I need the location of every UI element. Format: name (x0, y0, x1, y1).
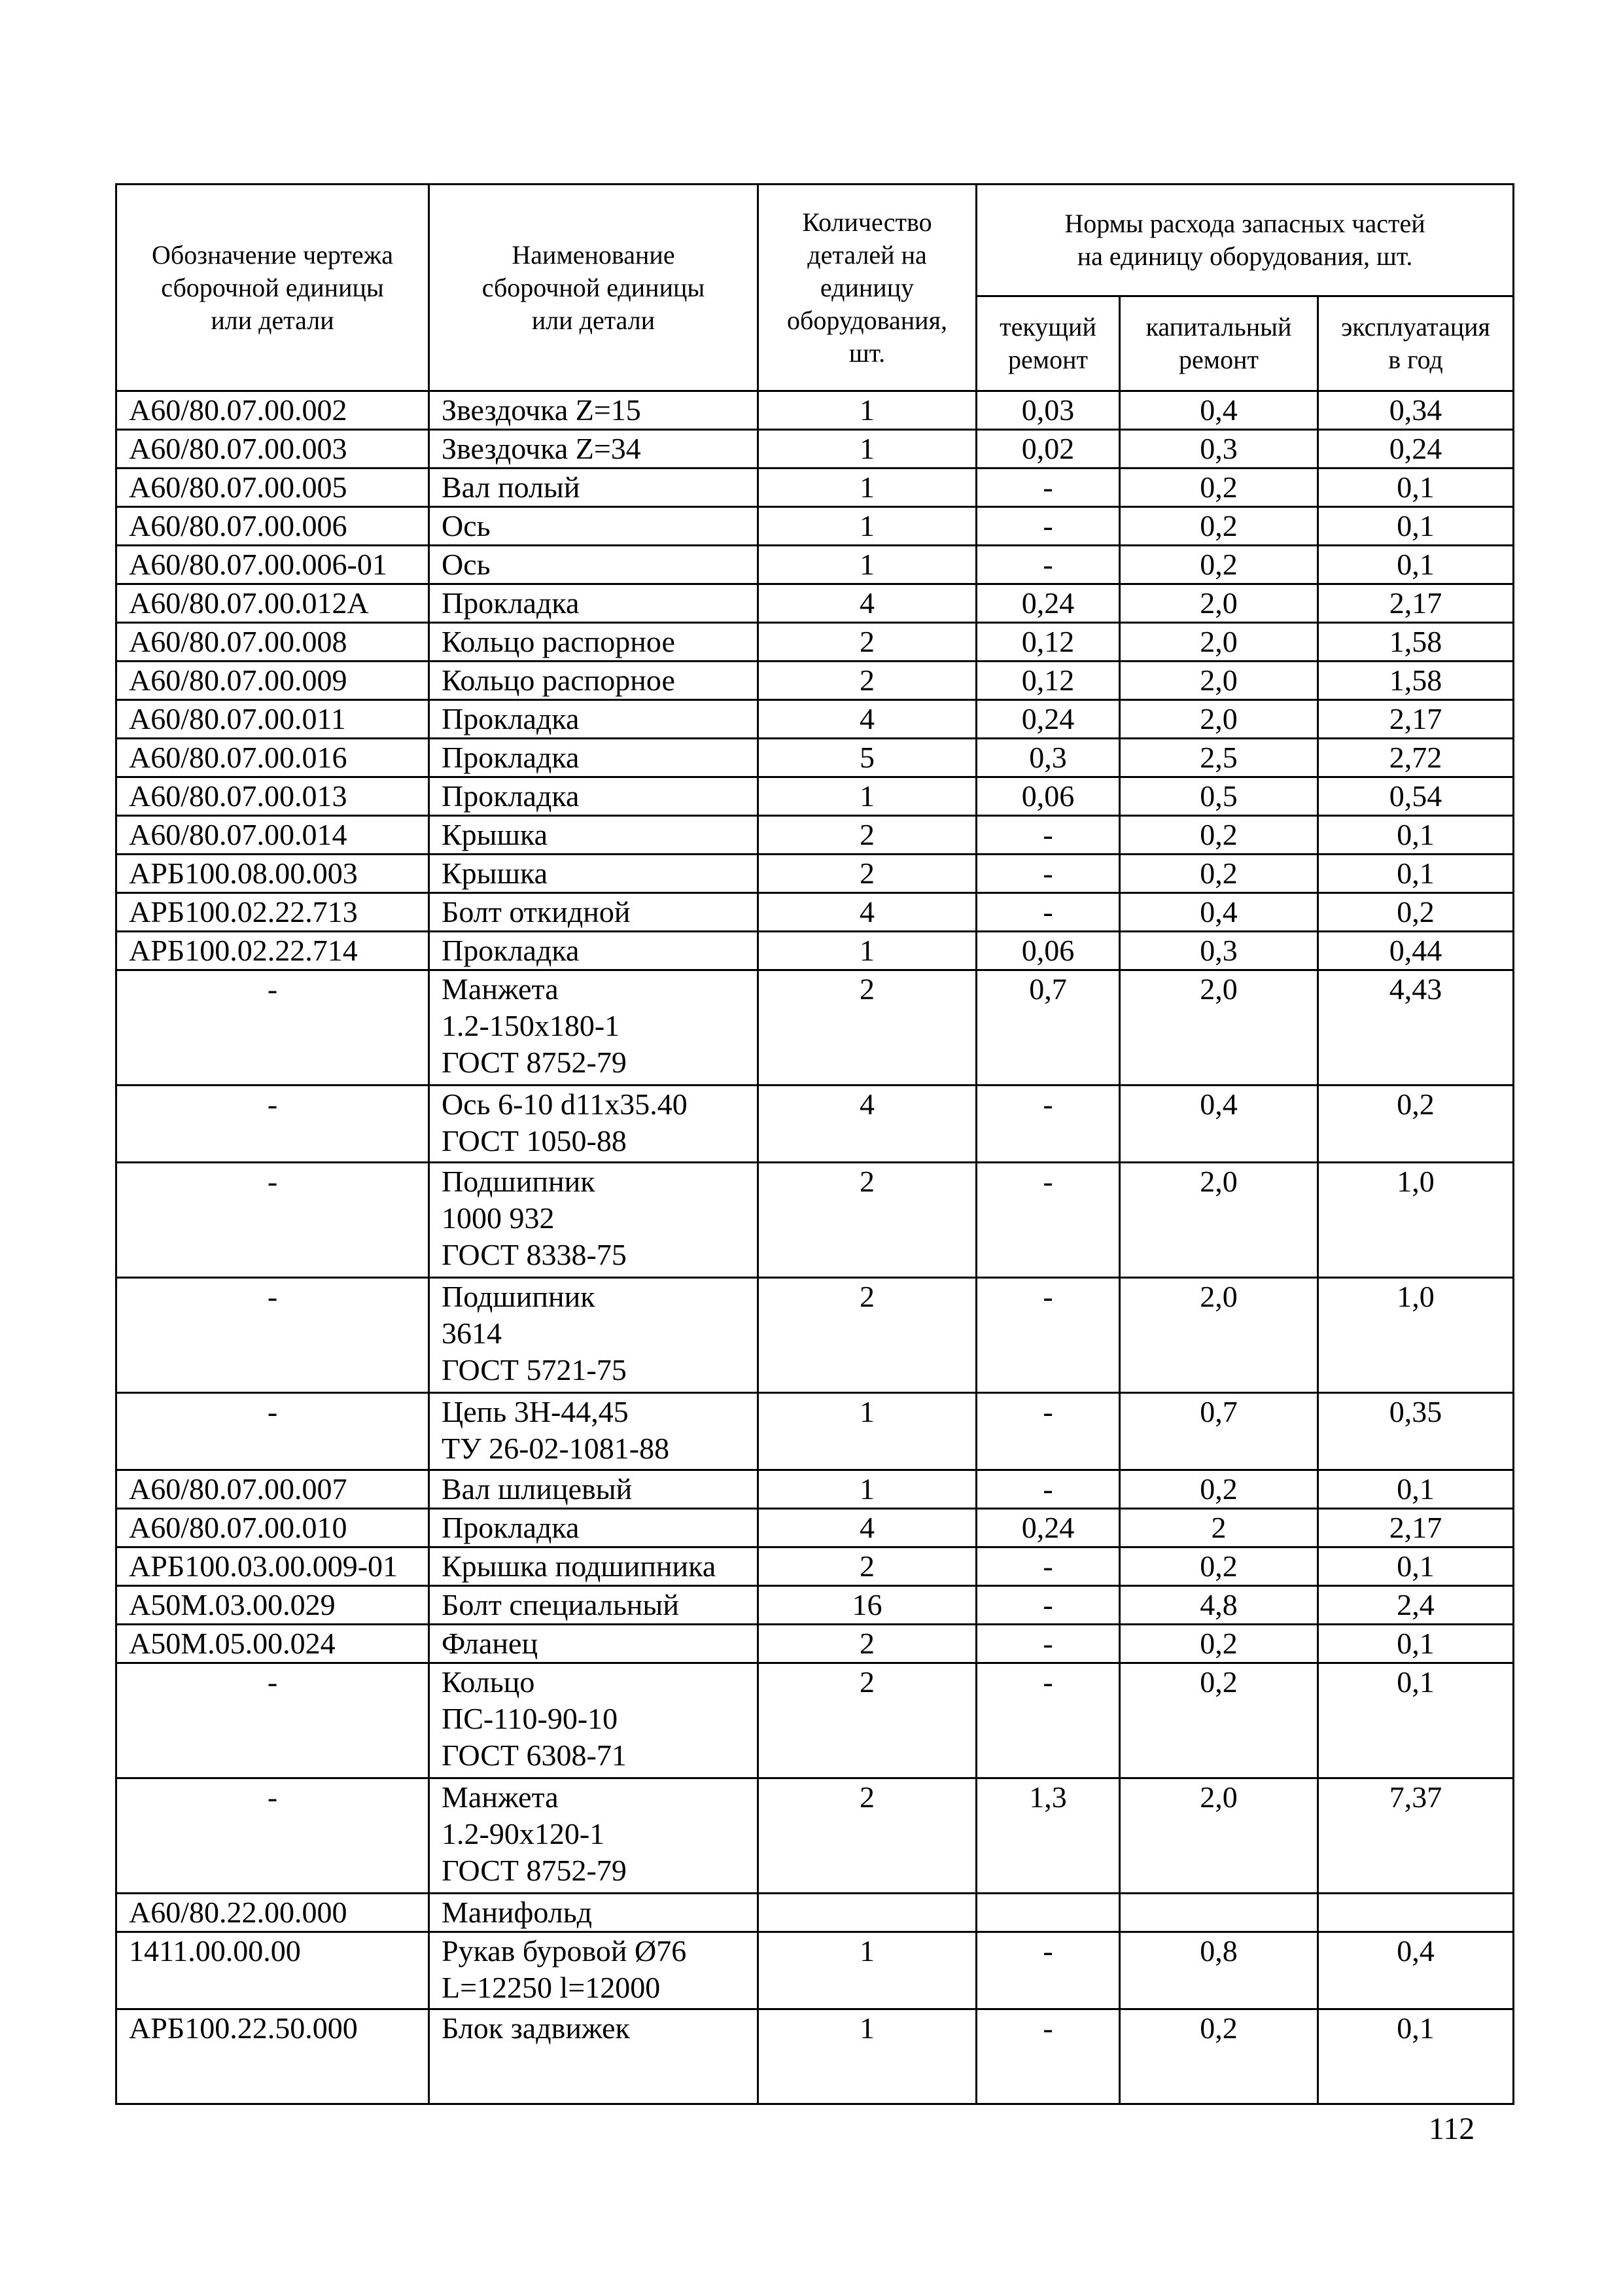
name-line: Манифольд (442, 1896, 593, 1929)
name-line: ГОСТ 8752-79 (442, 1854, 627, 1887)
name-line: ГОСТ 8752-79 (442, 1046, 627, 1079)
cell-name (429, 507, 758, 546)
cell-current-repair: 0,24 (977, 700, 1120, 739)
cell-annual-operation: 0,34 (1318, 391, 1514, 430)
name-line: Кольцо распорное (442, 663, 675, 697)
cell-current-repair: 0,12 (977, 623, 1120, 662)
cell-annual-operation: 2,17 (1318, 1509, 1514, 1547)
cell-quantity: 1 (758, 507, 977, 546)
cell-quantity: 1 (758, 1932, 977, 2009)
name-line: Крышка подшипника (442, 1549, 716, 1583)
cell-current-repair: 1,3 (977, 1778, 1120, 1894)
cell-annual-operation: 0,1 (1318, 1625, 1514, 1663)
cell-name (429, 1393, 758, 1470)
cell-capital-repair: 2,0 (1120, 1778, 1318, 1894)
cell-annual-operation: 2,17 (1318, 584, 1514, 623)
table-row (116, 1086, 1514, 1163)
cell-name (429, 430, 758, 468)
name-line: ГОСТ 6308-71 (442, 1739, 627, 1772)
cell-designation: - (116, 1393, 429, 1470)
cell-designation: А60/80.07.00.012А (116, 584, 429, 623)
cell-quantity: 4 (758, 1509, 977, 1547)
cell-name (429, 1894, 758, 1932)
table-row (116, 1625, 1514, 1663)
cell-designation: А60/80.22.00.000 (116, 1894, 429, 1932)
cell-name (429, 2009, 758, 2104)
name-line: Прокладка (442, 586, 580, 620)
name-line: Кольцо распорное (442, 625, 675, 658)
cell-annual-operation: 0,1 (1318, 1547, 1514, 1586)
cell-capital-repair: 0,8 (1120, 1932, 1318, 2009)
name-line: Ось 6-10 d11x35.40 (442, 1087, 688, 1121)
cell-capital-repair (1120, 1894, 1318, 1932)
cell-current-repair: 0,02 (977, 430, 1120, 468)
cell-capital-repair: 0,2 (1120, 507, 1318, 546)
cell-capital-repair: 0,2 (1120, 1547, 1318, 1586)
table-row (116, 1932, 1514, 2009)
header-quantity: Количество деталей на единицу оборудования, шт. (758, 185, 977, 391)
cell-name (429, 1778, 758, 1894)
cell-annual-operation: 0,54 (1318, 777, 1514, 816)
table-body (116, 391, 1514, 2104)
cell-current-repair: - (977, 1163, 1120, 1278)
header-capital-repair: капитальный ремонт (1120, 296, 1318, 391)
cell-designation: - (116, 1278, 429, 1393)
cell-annual-operation: 0,1 (1318, 546, 1514, 584)
cell-designation: А60/80.07.00.008 (116, 623, 429, 662)
cell-capital-repair: 0,4 (1120, 893, 1318, 932)
cell-name (429, 584, 758, 623)
cell-capital-repair: 2 (1120, 1509, 1318, 1547)
table-row (116, 932, 1514, 970)
name-line: ГОСТ 5721-75 (442, 1353, 627, 1386)
cell-current-repair: - (977, 1278, 1120, 1393)
table-row (116, 430, 1514, 468)
cell-designation: А60/80.07.00.016 (116, 739, 429, 777)
table-row (116, 1586, 1514, 1625)
name-line: Звездочка Z=34 (442, 432, 641, 465)
name-line: Вал полый (442, 470, 580, 504)
cell-annual-operation: 0,1 (1318, 1663, 1514, 1778)
cell-annual-operation: 0,2 (1318, 893, 1514, 932)
cell-current-repair: - (977, 1625, 1120, 1663)
cell-capital-repair: 0,5 (1120, 777, 1318, 816)
table-row (116, 1393, 1514, 1470)
table-row (116, 584, 1514, 623)
cell-capital-repair: 0,4 (1120, 391, 1318, 430)
cell-capital-repair: 0,3 (1120, 932, 1318, 970)
cell-designation: А60/80.07.00.006 (116, 507, 429, 546)
cell-annual-operation: 0,1 (1318, 2009, 1514, 2104)
cell-quantity: 2 (758, 623, 977, 662)
cell-name (429, 391, 758, 430)
cell-quantity: 2 (758, 1663, 977, 1778)
cell-quantity: 1 (758, 932, 977, 970)
cell-current-repair: 0,24 (977, 584, 1120, 623)
cell-current-repair: 0,03 (977, 391, 1120, 430)
name-line: Блок задвижек (442, 2011, 630, 2045)
cell-capital-repair: 0,2 (1120, 816, 1318, 855)
cell-current-repair: - (977, 1547, 1120, 1586)
cell-designation: А60/80.07.00.011 (116, 700, 429, 739)
spare-parts-table (115, 183, 1514, 2105)
table-row (116, 893, 1514, 932)
cell-current-repair: - (977, 1393, 1120, 1470)
cell-quantity: 1 (758, 1393, 977, 1470)
cell-capital-repair: 4,8 (1120, 1586, 1318, 1625)
cell-quantity: 4 (758, 584, 977, 623)
name-line: Ось (442, 548, 491, 581)
cell-annual-operation: 1,0 (1318, 1163, 1514, 1278)
cell-annual-operation: 0,4 (1318, 1932, 1514, 2009)
table-row (116, 1163, 1514, 1278)
cell-designation: А50М.03.00.029 (116, 1586, 429, 1625)
name-line: Подшипник (442, 1280, 595, 1313)
name-line: 3614 (442, 1316, 502, 1350)
header-designation: Обозначение чертежа сборочной единицы или детали (116, 185, 429, 391)
cell-current-repair: - (977, 507, 1120, 546)
page-number: 112 (1429, 2111, 1475, 2146)
name-line: 1.2-150х180-1 (442, 1009, 620, 1042)
cell-name (429, 1586, 758, 1625)
cell-designation: АРБ100.02.22.714 (116, 932, 429, 970)
cell-capital-repair: 2,0 (1120, 1278, 1318, 1393)
cell-name (429, 662, 758, 700)
cell-designation: АРБ100.08.00.003 (116, 855, 429, 893)
cell-name (429, 970, 758, 1086)
table-row (116, 1509, 1514, 1547)
cell-quantity: 1 (758, 777, 977, 816)
cell-name (429, 1278, 758, 1393)
cell-name (429, 1625, 758, 1663)
name-line: 1000 932 (442, 1201, 555, 1235)
cell-designation: А60/80.07.00.009 (116, 662, 429, 700)
cell-capital-repair: 0,3 (1120, 430, 1318, 468)
cell-current-repair: 0,12 (977, 662, 1120, 700)
table-row (116, 2009, 1514, 2104)
cell-quantity: 2 (758, 1278, 977, 1393)
cell-quantity: 1 (758, 546, 977, 584)
cell-quantity: 1 (758, 468, 977, 507)
cell-current-repair: - (977, 1470, 1120, 1509)
cell-current-repair: - (977, 893, 1120, 932)
name-line: Болт специальный (442, 1588, 679, 1621)
cell-designation: АРБ100.02.22.713 (116, 893, 429, 932)
name-line: Ось (442, 509, 491, 542)
name-line: Манжета (442, 1780, 559, 1814)
header-annual-operation: эксплуатация в год (1318, 296, 1514, 391)
cell-quantity: 2 (758, 662, 977, 700)
cell-name (429, 1163, 758, 1278)
cell-capital-repair: 0,2 (1120, 1625, 1318, 1663)
cell-quantity (758, 1894, 977, 1932)
cell-annual-operation: 2,4 (1318, 1586, 1514, 1625)
header-current-repair: текущий ремонт (977, 296, 1120, 391)
cell-quantity: 1 (758, 391, 977, 430)
name-line: Крышка (442, 857, 548, 890)
cell-annual-operation: 0,24 (1318, 430, 1514, 468)
cell-capital-repair: 0,2 (1120, 855, 1318, 893)
cell-name (429, 855, 758, 893)
name-line: Фланец (442, 1627, 538, 1660)
name-line: Прокладка (442, 702, 580, 735)
table-row (116, 1894, 1514, 1932)
cell-quantity: 4 (758, 1086, 977, 1163)
name-line: Прокладка (442, 1511, 580, 1544)
cell-quantity: 2 (758, 1163, 977, 1278)
cell-annual-operation: 0,44 (1318, 932, 1514, 970)
table-row (116, 1663, 1514, 1778)
cell-annual-operation: 0,1 (1318, 468, 1514, 507)
cell-quantity: 2 (758, 1625, 977, 1663)
cell-name (429, 932, 758, 970)
cell-annual-operation: 7,37 (1318, 1778, 1514, 1894)
table-row (116, 855, 1514, 893)
table-row (116, 507, 1514, 546)
cell-name (429, 1663, 758, 1778)
cell-name (429, 700, 758, 739)
cell-current-repair: - (977, 1663, 1120, 1778)
cell-quantity: 2 (758, 970, 977, 1086)
name-line: Вал шлицевый (442, 1472, 633, 1506)
cell-current-repair: - (977, 855, 1120, 893)
cell-current-repair: - (977, 1932, 1120, 2009)
cell-quantity: 4 (758, 893, 977, 932)
name-line: Звездочка Z=15 (442, 393, 641, 427)
cell-quantity: 2 (758, 1547, 977, 1586)
cell-capital-repair: 0,2 (1120, 1663, 1318, 1778)
cell-designation: А60/80.07.00.005 (116, 468, 429, 507)
cell-current-repair: 0,3 (977, 739, 1120, 777)
cell-quantity: 1 (758, 430, 977, 468)
table-row (116, 1278, 1514, 1393)
cell-annual-operation: 1,58 (1318, 623, 1514, 662)
cell-name (429, 1470, 758, 1509)
name-line: ПС-110-90-10 (442, 1702, 618, 1735)
cell-annual-operation: 1,58 (1318, 662, 1514, 700)
cell-designation: А50М.05.00.024 (116, 1625, 429, 1663)
cell-designation: - (116, 970, 429, 1086)
cell-name (429, 546, 758, 584)
cell-annual-operation: 0,35 (1318, 1393, 1514, 1470)
cell-designation: 1411.00.00.00 (116, 1932, 429, 2009)
cell-designation: - (116, 1163, 429, 1278)
name-line: Крышка (442, 818, 548, 851)
cell-annual-operation: 0,2 (1318, 1086, 1514, 1163)
cell-annual-operation: 0,1 (1318, 1470, 1514, 1509)
cell-quantity: 2 (758, 816, 977, 855)
name-line: Цепь 3Н-44,45 (442, 1395, 629, 1428)
table-row (116, 546, 1514, 584)
cell-annual-operation: 0,1 (1318, 507, 1514, 546)
cell-current-repair: - (977, 816, 1120, 855)
cell-designation: А60/80.07.00.002 (116, 391, 429, 430)
table-row (116, 1470, 1514, 1509)
cell-capital-repair: 2,0 (1120, 1163, 1318, 1278)
cell-name (429, 1932, 758, 2009)
cell-capital-repair: 0,7 (1120, 1393, 1318, 1470)
table-row (116, 777, 1514, 816)
cell-designation: А60/80.07.00.007 (116, 1470, 429, 1509)
cell-designation: А60/80.07.00.013 (116, 777, 429, 816)
table-row (116, 816, 1514, 855)
cell-capital-repair: 0,2 (1120, 2009, 1318, 2104)
name-line: Манжета (442, 972, 559, 1006)
cell-quantity: 16 (758, 1586, 977, 1625)
cell-annual-operation: 2,72 (1318, 739, 1514, 777)
cell-name (429, 777, 758, 816)
cell-current-repair: - (977, 1086, 1120, 1163)
cell-name (429, 468, 758, 507)
table-row (116, 970, 1514, 1086)
cell-annual-operation (1318, 1894, 1514, 1932)
cell-current-repair: 0,24 (977, 1509, 1120, 1547)
cell-current-repair: - (977, 2009, 1120, 2104)
cell-quantity: 1 (758, 2009, 977, 2104)
cell-quantity: 4 (758, 700, 977, 739)
cell-designation: - (116, 1086, 429, 1163)
table-row (116, 391, 1514, 430)
cell-current-repair (977, 1894, 1120, 1932)
cell-annual-operation: 4,43 (1318, 970, 1514, 1086)
cell-name (429, 1086, 758, 1163)
cell-designation: А60/80.07.00.003 (116, 430, 429, 468)
name-line: Рукав буровой Ø76 (442, 1934, 687, 1968)
cell-capital-repair: 2,0 (1120, 970, 1318, 1086)
cell-designation: АРБ100.22.50.000 (116, 2009, 429, 2104)
name-line: Кольцо (442, 1665, 535, 1699)
cell-capital-repair: 0,2 (1120, 546, 1318, 584)
cell-name (429, 623, 758, 662)
cell-capital-repair: 0,2 (1120, 468, 1318, 507)
cell-name (429, 1509, 758, 1547)
name-line: Прокладка (442, 779, 580, 813)
cell-capital-repair: 2,0 (1120, 700, 1318, 739)
cell-quantity: 5 (758, 739, 977, 777)
name-line: Прокладка (442, 934, 580, 967)
cell-annual-operation: 0,1 (1318, 816, 1514, 855)
table-header (116, 185, 1514, 391)
cell-current-repair: - (977, 1586, 1120, 1625)
cell-annual-operation: 1,0 (1318, 1278, 1514, 1393)
cell-current-repair: 0,7 (977, 970, 1120, 1086)
cell-name (429, 893, 758, 932)
cell-name (429, 739, 758, 777)
header-name: Наименование сборочной единицы или детали (429, 185, 758, 391)
cell-designation: А60/80.07.00.006-01 (116, 546, 429, 584)
cell-capital-repair: 2,0 (1120, 623, 1318, 662)
table-row (116, 739, 1514, 777)
table-row (116, 1547, 1514, 1586)
name-line: ГОСТ 8338-75 (442, 1238, 627, 1271)
name-line: L=12250 l=12000 (442, 1971, 661, 2004)
name-line: ТУ 26-02-1081-88 (442, 1432, 670, 1465)
cell-current-repair: 0,06 (977, 777, 1120, 816)
cell-current-repair: 0,06 (977, 932, 1120, 970)
name-line: Подшипник (442, 1165, 595, 1198)
cell-capital-repair: 0,2 (1120, 1470, 1318, 1509)
cell-capital-repair: 2,0 (1120, 584, 1318, 623)
table-row (116, 623, 1514, 662)
cell-annual-operation: 2,17 (1318, 700, 1514, 739)
cell-annual-operation: 0,1 (1318, 855, 1514, 893)
name-line: Болт откидной (442, 895, 631, 928)
table-row (116, 468, 1514, 507)
table-row (116, 662, 1514, 700)
cell-capital-repair: 2,5 (1120, 739, 1318, 777)
cell-designation: - (116, 1663, 429, 1778)
cell-name (429, 816, 758, 855)
cell-name (429, 1547, 758, 1586)
cell-quantity: 2 (758, 855, 977, 893)
cell-quantity: 2 (758, 1778, 977, 1894)
cell-current-repair: - (977, 468, 1120, 507)
cell-capital-repair: 0,4 (1120, 1086, 1318, 1163)
cell-capital-repair: 2,0 (1120, 662, 1318, 700)
cell-designation: А60/80.07.00.010 (116, 1509, 429, 1547)
cell-quantity: 1 (758, 1470, 977, 1509)
table-row (116, 1778, 1514, 1894)
cell-current-repair: - (977, 546, 1120, 584)
name-line: Прокладка (442, 741, 580, 774)
name-line: 1.2-90х120-1 (442, 1817, 605, 1850)
header-consumption-norms: Нормы расхода запасных частей на единицу оборудования, шт. (977, 185, 1514, 296)
cell-designation: АРБ100.03.00.009-01 (116, 1547, 429, 1586)
name-line: ГОСТ 1050-88 (442, 1124, 627, 1157)
cell-designation: А60/80.07.00.014 (116, 816, 429, 855)
table-row (116, 700, 1514, 739)
cell-designation: - (116, 1778, 429, 1894)
